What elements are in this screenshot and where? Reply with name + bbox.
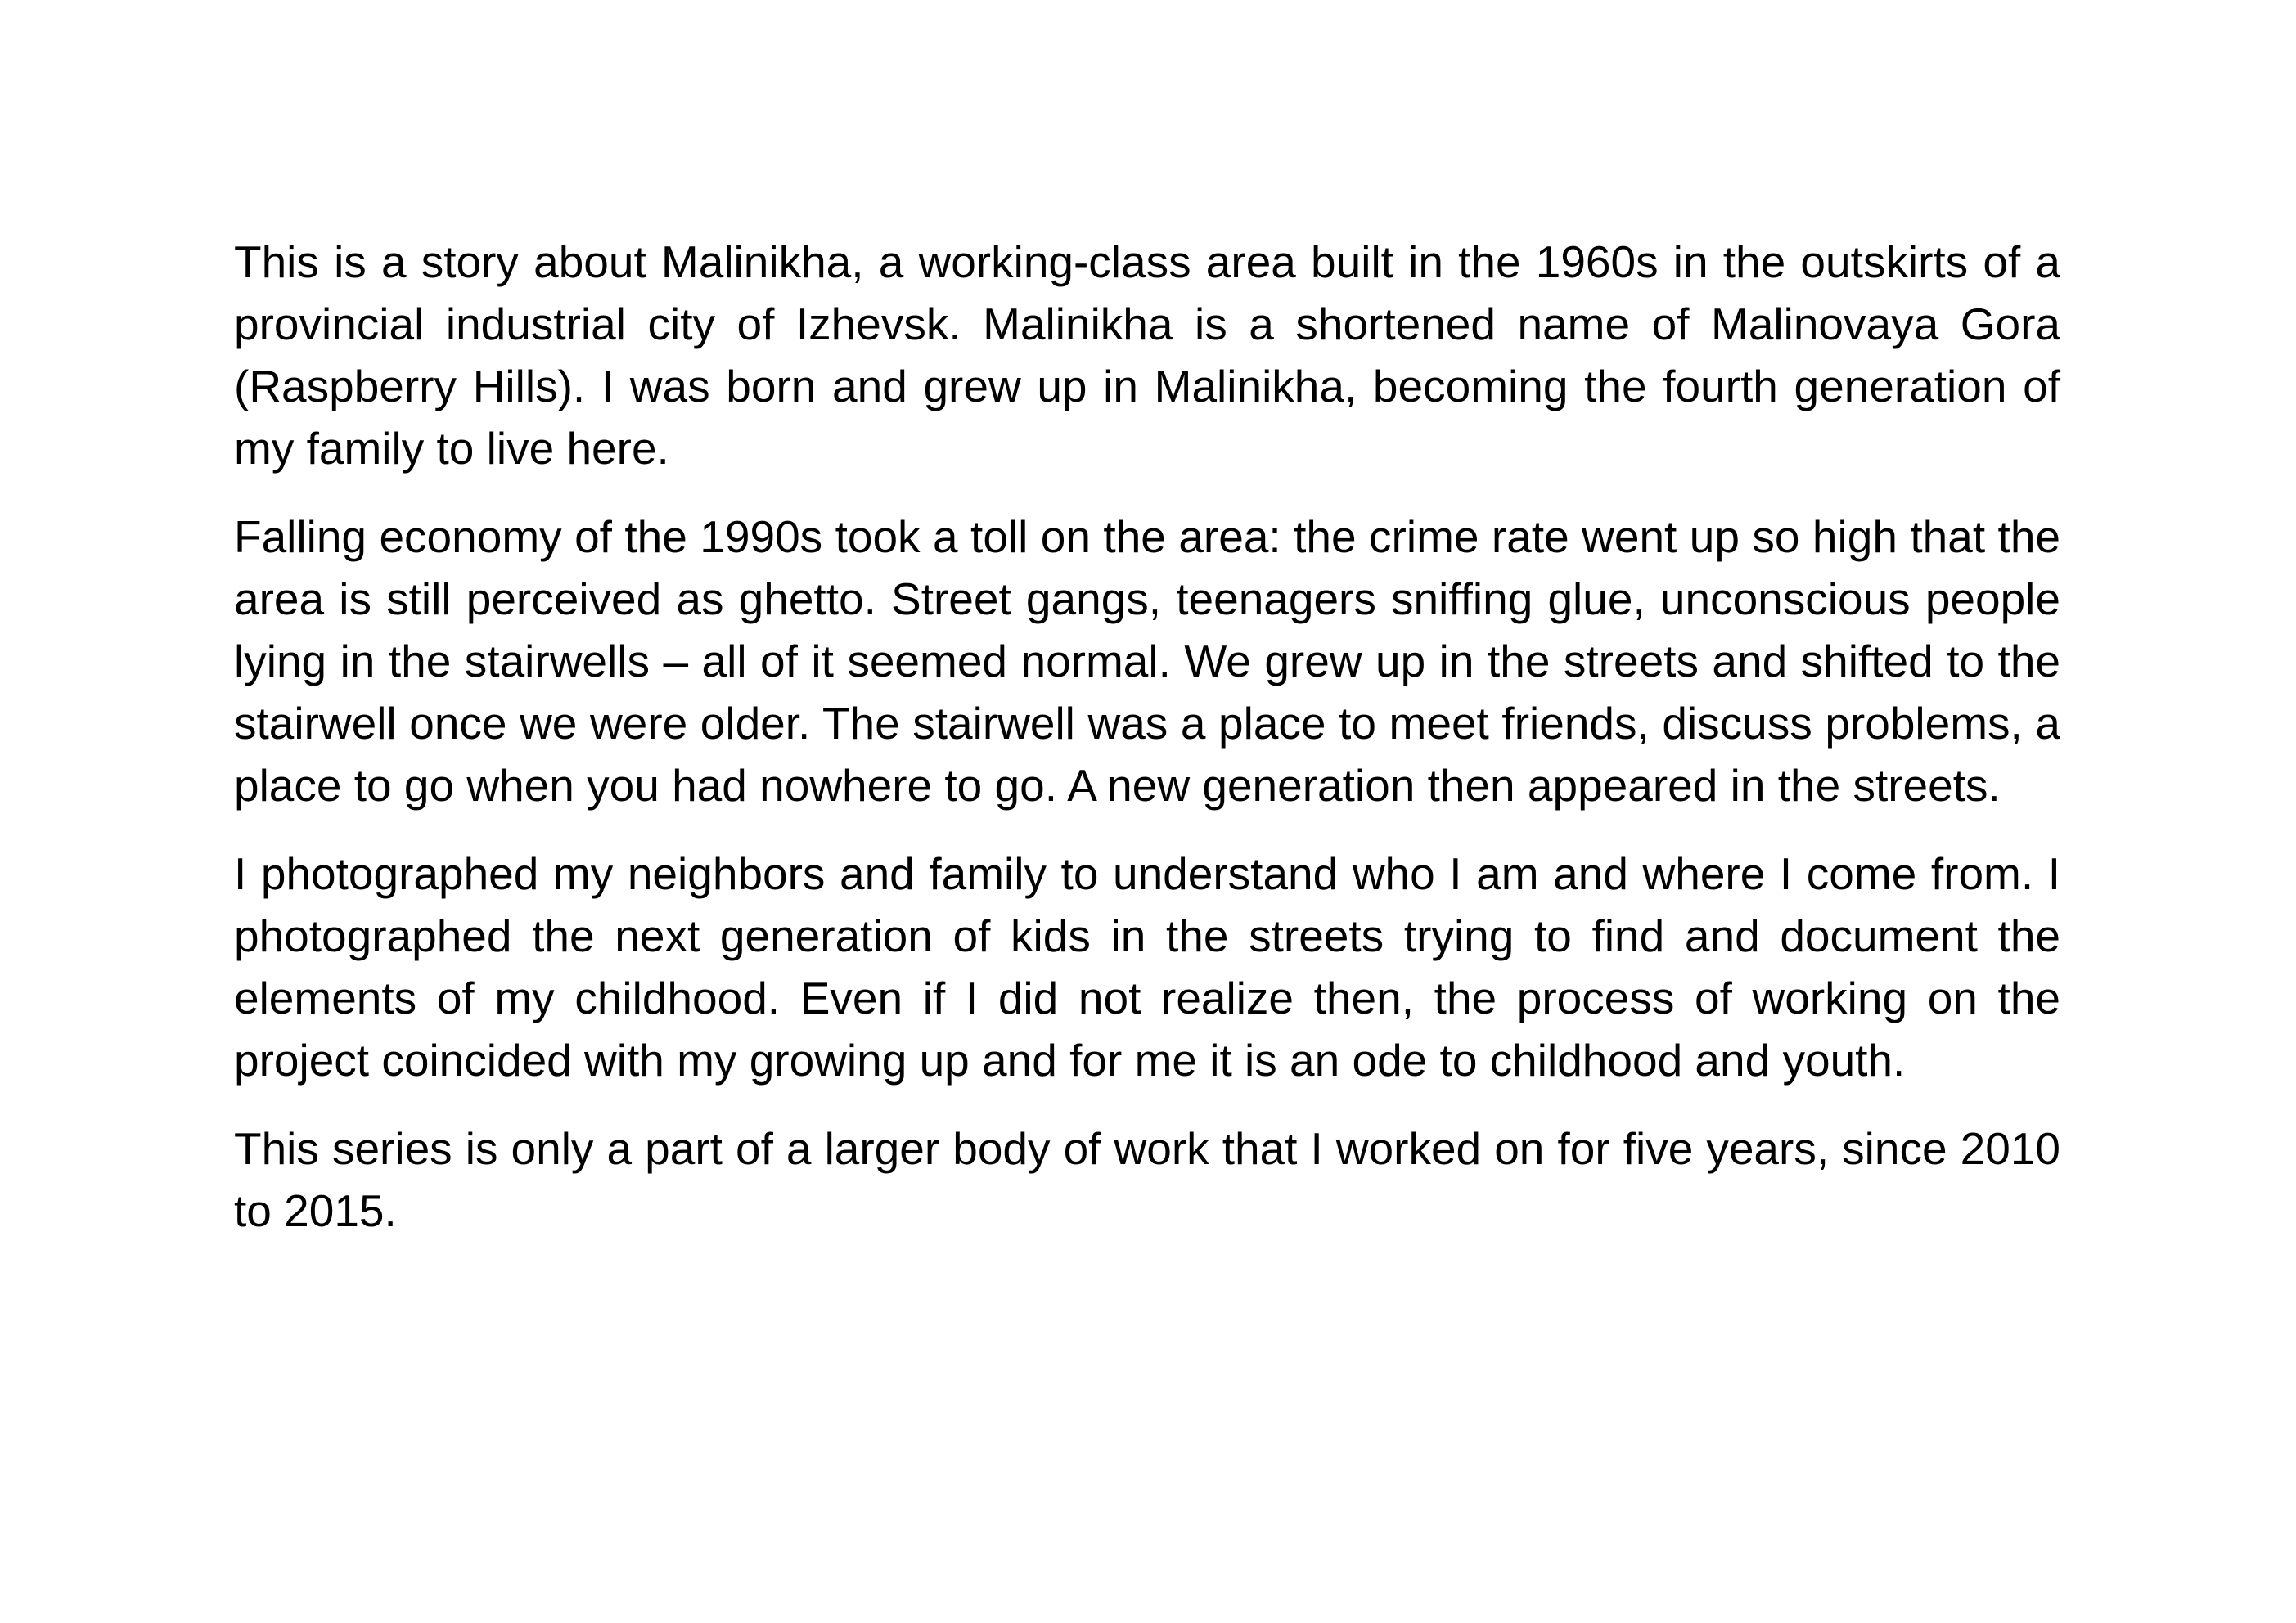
- paragraph-photography: I photographed my neighbors and family to understand who I am and where I come from. I photographed the next generation of kids in the streets trying to find and document the elements of my childhood. Even if I did not realize then, the process of working on the project coincided with my growing up and for me it is an ode to childhood and youth.: [234, 848, 2060, 1086]
- paragraph-series: This series is only a part of a larger body of work that I worked on for five years, since 2010 to 2015.: [234, 1123, 2060, 1236]
- body-text: [234, 231, 2060, 1242]
- paragraph-economy: Falling economy of the 1990s took a toll on the area: the crime rate went up so high that the area is still perceived as ghetto. Street gangs, teenagers sniffing glue, unconscious people lying in the stairwells – all of it seemed normal. We grew up in the streets and shifted to the stairwell once we were older. The stairwell was a place to meet friends, discuss problems, a place to go when you had nowhere to go. A new generation then appeared in the streets.: [234, 511, 2060, 811]
- paragraph-intro: This is a story about Malinikha, a working-class area built in the 1960s in the outskirts of a provincial industrial city of Izhevsk. Malinikha is a shortened name of Malinovaya Gora (Raspberry Hills). I was born and grew up in Malinikha, becoming the fourth generation of my family to live here.: [234, 236, 2060, 474]
